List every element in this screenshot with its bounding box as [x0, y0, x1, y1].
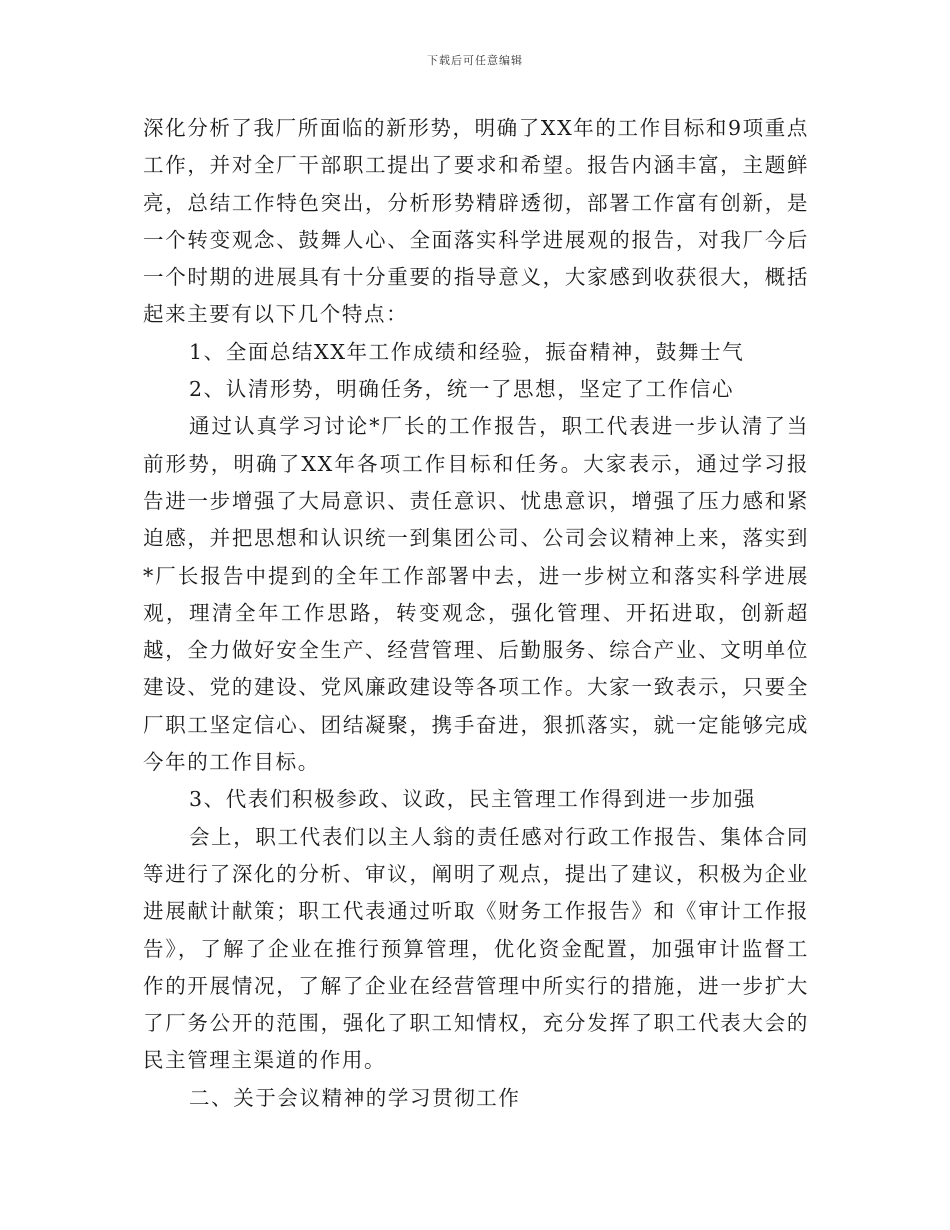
- item-2-heading: 2、认清形势，明确任务，统一了思想，坚定了工作信心: [189, 377, 735, 402]
- section-2-heading: 二、关于会议精神的学习贯彻工作: [189, 1085, 521, 1110]
- paragraph-continued-summary: 深化分析了我厂所面临的新形势，明确了XX年的工作目标和9项重点工作，并对全厂干部职工提出了要求和希望。报告内涵丰富，主题鲜亮，总结工作特色突出，分析形势精辟透彻，部署工作富有创新，是一个转变观念、鼓舞人心、全面落实科学进展观的报告，对我厂今后一个时期的进展具有十分重要的指导意义，大家感到收获很大，概括起来主要有以下几个特点：: [143, 116, 809, 327]
- document-body: [143, 110, 809, 1117]
- page-header-note: 下载后可任意编辑: [427, 54, 523, 67]
- item-1-heading: 1、全面总结XX年工作成绩和经验，振奋精神，鼓舞士气: [189, 339, 745, 364]
- paragraph-item-3-body: 会上，职工代表们以主人翁的责任感对行政工作报告、集体合同等进行了深化的分析、审议，阐明了观点，提出了建议，积极为企业进展献计献策；职工代表通过听取《财务工作报告》和《审计工作报告》，了解了企业在推行预算管理，优化资金配置，加强审计监督工作的开展情况，了解了企业在经营管理中所实行的措施，进一步扩大了厂务公开的范围，强化了职工知情权，充分发挥了职工代表大会的民主管理主渠道的作用。: [143, 824, 809, 1073]
- item-3-heading: 3、代表们积极参政、议政，民主管理工作得到进一步加强: [189, 787, 757, 812]
- paragraph-item-2-body: 通过认真学习讨论*厂长的工作报告，职工代表进一步认清了当前形势，明确了XX年各项工作目标和任务。大家表示，通过学习报告进一步增强了大局意识、责任意识、忧患意识，增强了压力感和紧迫感，并把思想和认识统一到集团公司、公司会议精神上来，落实到*厂长报告中提到的全年工作部署中去，进一步树立和落实科学进展观，理清全年工作思路，转变观念，强化管理、开拓进取，创新超越，全力做好安全生产、经营管理、后勤服务、综合产业、文明单位建设、党的建设、党风廉政建设等各项工作。大家一致表示，只要全厂职工坚定信心、团结凝聚，携手奋进，狠抓落实，就一定能够完成今年的工作目标。: [143, 414, 809, 775]
